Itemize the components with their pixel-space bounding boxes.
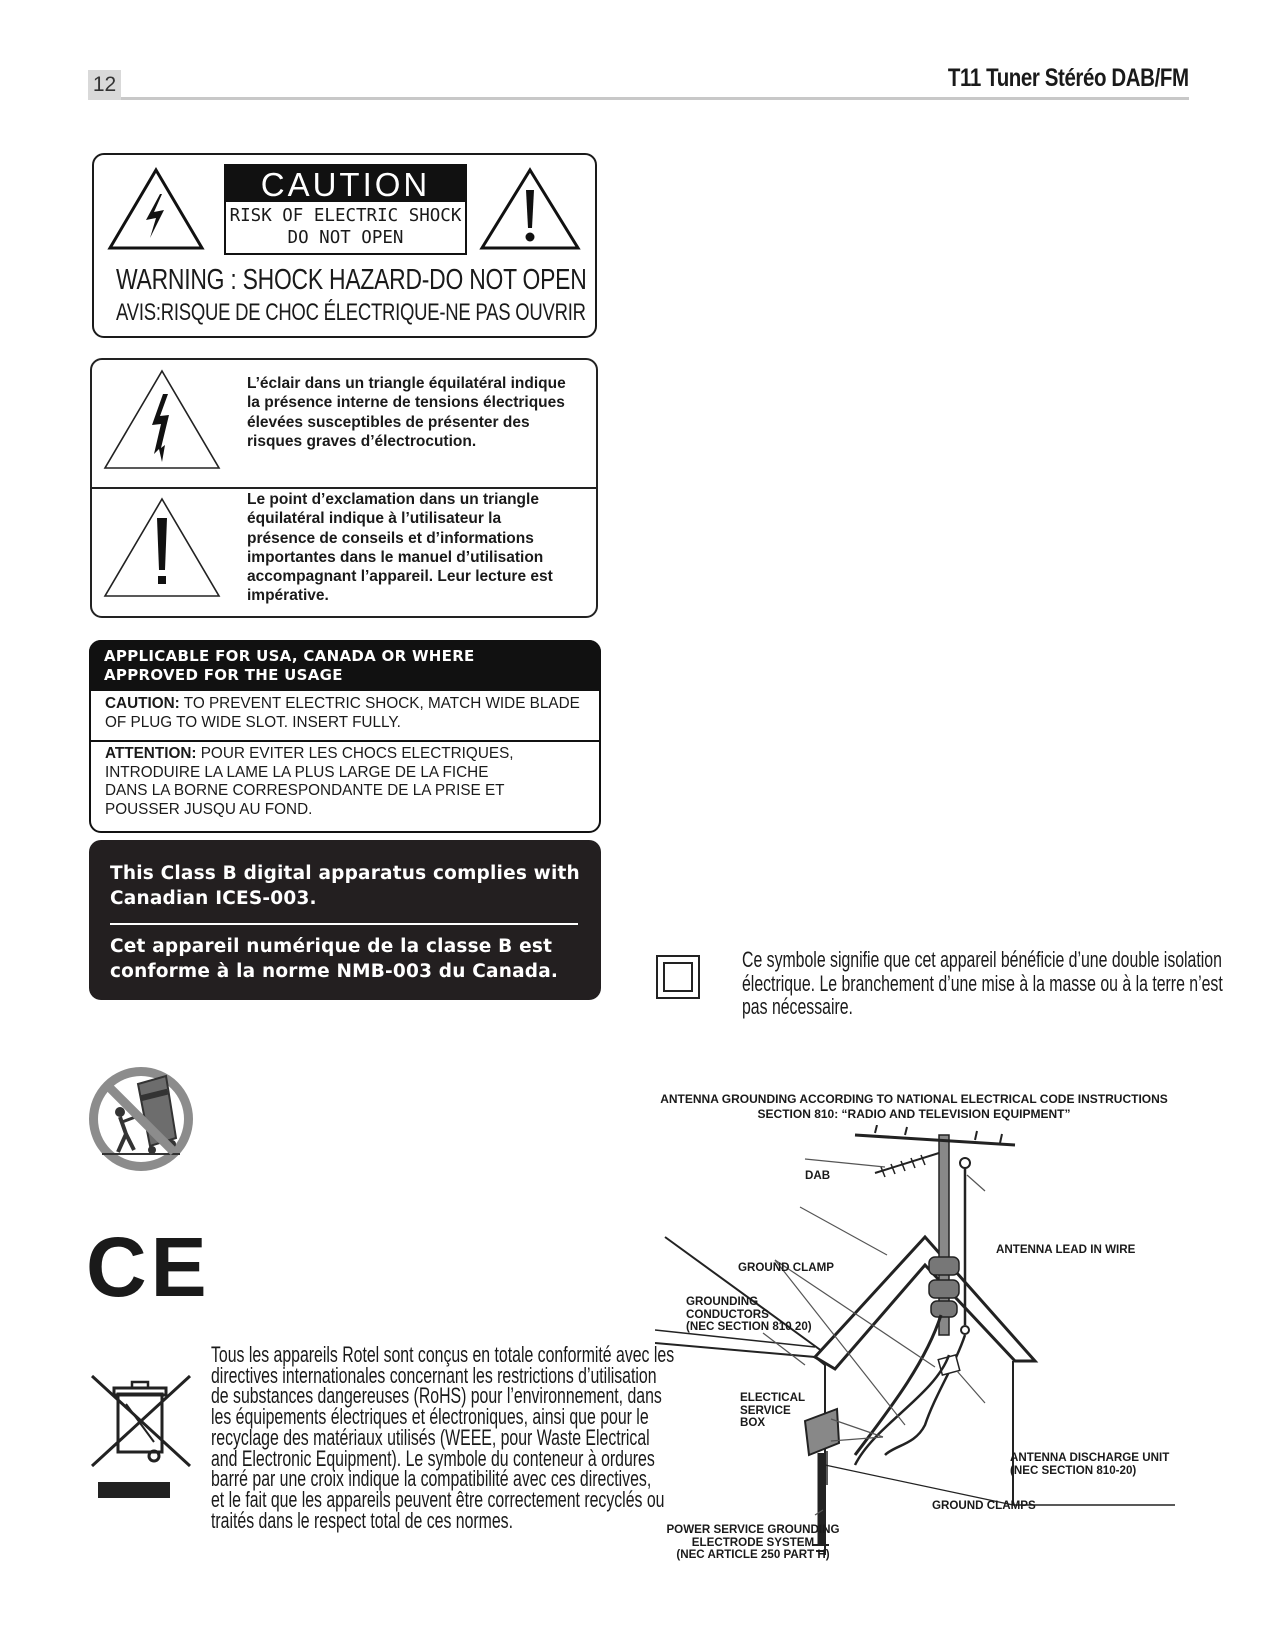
antenna-diagram-title: ANTENNA GROUNDING ACCORDING TO NATIONAL ELECTRICAL CODE INSTRUCTIONS SECTION 810: “RADIO AND TELEVISION EQUIPMENT” xyxy=(660,1092,1168,1121)
lightning-description: L’éclair dans un triangle équilatéral indique la présence interne de tensions électriques élevées susceptibles de présenter des risques graves d’électrocution. xyxy=(247,375,566,450)
warning-french: AVIS:RISQUE DE CHOC ÉLECTRIQUE-NE PAS OUVRIR xyxy=(116,299,586,326)
warning-english: WARNING : SHOCK HAZARD-DO NOT OPEN xyxy=(116,264,587,296)
label-ground-clamp: GROUND CLAMP xyxy=(738,1261,834,1274)
usa-divider xyxy=(89,740,601,742)
label-dab: DAB xyxy=(805,1169,831,1182)
cart-tip-over-warning-icon xyxy=(88,1066,194,1172)
ce-mark: CE xyxy=(86,1220,211,1314)
lightning-triangle-icon xyxy=(102,368,222,472)
double-insulation-text: Ce symbole signifie que cet appareil bénéficie d’une double isolation électrique. Le branchement d’une mise à la masse ou à la terre n’est pas nécessaire. xyxy=(742,947,1223,1019)
label-ground-clamps: GROUND CLAMPS xyxy=(932,1499,1036,1512)
label-discharge-unit: ANTENNA DISCHARGE UNIT (NEC SECTION 810-20) xyxy=(1010,1451,1170,1477)
attention-plug-text: ATTENTION: POUR EVITER LES CHOCS ELECTRIQUES, INTRODUIRE LA LAME LA PLUS LARGE DE LA FICHE DANS LA BORNE CORRESPONDANTE DE LA PRISE ET POUSSER JUSQU AU FOND. xyxy=(105,745,514,818)
exclamation-triangle-icon xyxy=(102,496,222,600)
exclamation-warning-icon xyxy=(478,166,582,252)
caution-plug-text: CAUTION: TO PREVENT ELECTRIC SHOCK, MATCH WIDE BLADE OF PLUG TO WIDE SLOT. INSERT FULLY. xyxy=(105,695,580,731)
caution-banner-line2: DO NOT OPEN xyxy=(287,228,404,248)
class-b-english: This Class B digital apparatus complies with Canadian ICES-003. xyxy=(110,863,580,909)
header-rule xyxy=(121,97,1189,100)
label-grounding-conductors: GROUNDING CONDUCTORS (NEC SECTION 810 20) xyxy=(686,1295,812,1333)
symbols-divider xyxy=(90,487,598,489)
double-insulation-inner-square xyxy=(663,962,693,992)
label-service-box: ELECTICAL SERVICE BOX xyxy=(740,1391,806,1429)
crossed-out-bin-icon xyxy=(88,1374,194,1500)
caution-banner-title: CAUTION xyxy=(226,166,465,202)
label-power-service: POWER SERVICE GROUNDING ELECTRODE SYSTEM (NEC ARTICLE 250 PART H) xyxy=(666,1523,840,1561)
label-antenna-lead-in: ANTENNA LEAD IN WIRE xyxy=(996,1243,1136,1256)
usa-canada-heading: APPLICABLE FOR USA, CANADA OR WHERE APPROVED FOR THE USAGE xyxy=(89,640,601,691)
page-title: T11 Tuner Stéréo DAB/FM xyxy=(948,64,1189,92)
exclamation-description: Le point d’exclamation dans un triangle équilatéral indique à l’utilisateur la présence de conseils et d’informations importantes dans le manuel d’utilisation accompagnant l’appareil. Leur lecture est impérative. xyxy=(247,491,553,605)
caution-banner-line1: RISK OF ELECTRIC SHOCK xyxy=(229,206,462,226)
antenna-grounding-diagram xyxy=(655,1125,1175,1555)
caution-banner xyxy=(224,164,467,255)
page-number: 12 xyxy=(88,70,121,100)
class-b-french: Cet appareil numérique de la classe B est conforme à la norme NMB-003 du Canada. xyxy=(110,936,559,982)
weee-rohs-text: Tous les appareils Rotel sont conçus en totale conformité avec les directives internationales concernant les restrictions d’utilisation de substances dangereuses (RoHS) pour l’environnement, dans les équipements électriques et électroniques, ainsi que pour le recyclage des matériaux utilisés (WEEE, pour Waste Electrical and Electronic Equipment). Le symbole du conteneur à ordures barré par une croix indique la compatibilité avec ces directives, et le fait que les appareils peuvent être correctement recyclés ou traités dans le respect total de ces normes. xyxy=(211,1342,675,1533)
class-b-divider xyxy=(110,923,578,925)
lightning-warning-icon xyxy=(106,166,206,252)
